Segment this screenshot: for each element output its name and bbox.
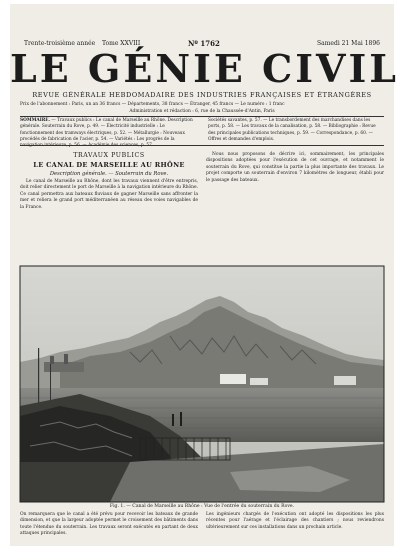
- contents-rule: [20, 145, 384, 146]
- table-of-contents-left: [20, 118, 196, 149]
- toc-left-text: — Travaux publics : Le canal de Marseille au Rhône. Description générale. Souterrain du Rove, p. 49. — Électricité industrielle : Le fonctionnement des tramways électriques, p. 52. — Métallurgie : Nouveaux procédés de fabrication de l'acier, p. 54. — Variétés : Les progrès de la navigation intérieure, p. 56. — Académie des sciences, p. 57.: [20, 118, 193, 149]
- issue-number: Nº 1762: [188, 39, 220, 48]
- issue-date: Samedi 21 Mai 1896: [317, 40, 380, 47]
- article-column-right: [206, 151, 384, 261]
- subscription-prices: Prix de l'abonnement : Paris, un an 36 francs — Départements, 38 francs — Étranger, 45 francs — Le numéro : 1 franc: [20, 102, 285, 107]
- administration-address: Administration et rédaction : 6, rue de la Chaussée-d'Antin, Paris: [129, 109, 275, 114]
- toc-heading: SOMMAIRE.: [20, 118, 51, 123]
- bottom-text-right: Les ingénieurs chargés de l'exécution ont adopté les dispositions les plus récentes pour l'aérage et l'éclairage des chantiers ; nous reviendrons ultérieurement sur ces installations dans un prochain article.: [206, 512, 384, 530]
- article-paragraph: Le canal de Marseille au Rhône, dont les travaux viennent d'être entrepris, doit relier directement le port de Marseille à la navigation intérieure du Rhône. Ce canal permettra aux bateaux fluviaux de gagner Marseille sans affronter la mer et reliera le grand port méditerranéen au réseau des voies navigables de la France.: [20, 179, 198, 210]
- article-column-left: [20, 151, 198, 261]
- article-title: LE CANAL DE MARSEILLE AU RHÔNE: [33, 161, 185, 169]
- masthead-subtitle: REVUE GÉNÉRALE HEBDOMADAIRE DES INDUSTRIES FRANÇAISES ET ÉTRANGÈRES: [32, 91, 372, 99]
- harbor-engraving-image: [20, 266, 384, 502]
- bottom-text-left: On remarquera que le canal a été prévu pour recevoir les bateaux de grande dimension, et que la largeur adoptée permet le croisement des bâtiments dans toute l'étendue du souterrain. Les travaux seront exécutés en partant de deux attaques principales.: [20, 512, 198, 537]
- article-paragraph-continued: Nous nous proposons de décrire ici, sommairement, les principales dispositions adoptées pour l'exécution de cet ouvrage, et notamment le souterrain du Rove, qui constitue la partie la plus importante des travaux. Le projet comporte un souterrain d'environ 7 kilomètres de longueur, établi pour le passage des bateaux.: [206, 152, 384, 183]
- table-of-contents-right: [208, 118, 384, 145]
- header-rule: [20, 116, 384, 117]
- figure-caption: Fig. 1. — Canal de Marseille au Rhône : Vue de l'entrée du souterrain du Rove.: [109, 504, 295, 509]
- engraving-figure: [20, 266, 384, 502]
- section-heading: TRAVAUX PUBLICS: [73, 152, 145, 159]
- newspaper-page: [10, 4, 400, 546]
- masthead-title: LE GÉNIE CIVIL: [10, 46, 400, 91]
- year-label: Trente-troisième année: [24, 40, 96, 47]
- tome-label: Tome XXVIII: [102, 40, 141, 47]
- article-subtitle: Description générale. — Souterrain du Rove.: [49, 171, 169, 177]
- toc-right-text: Sociétés savantes, p. 57. — Le transbordement des marchandises dans les ports, p. 58. — Les travaux de la canalisation, p. 58. — Bibliographie : Revue des principales publications techniques, p. 59. — Correspondance, p. 60. — Offres et demandes d'emplois.: [208, 118, 376, 142]
